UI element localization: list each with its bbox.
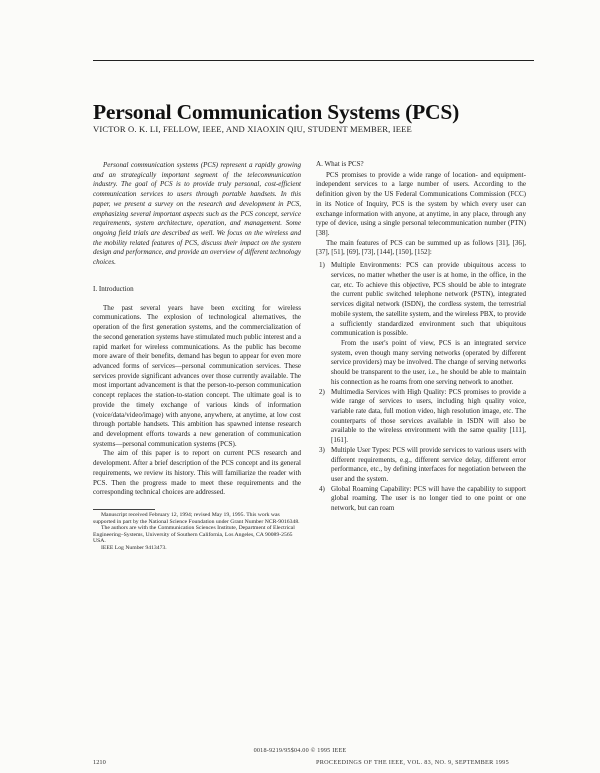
list-item-number: 2) xyxy=(319,387,325,396)
subsection-heading-what-is-pcs: A. What is PCS? xyxy=(316,160,364,168)
list-item-number: 4) xyxy=(319,484,325,493)
list-item xyxy=(316,261,526,387)
list-item-text: Multiple User Types: PCS will provide services to various users with different requirements, e.g., different service delay, different error performance, etc., by defining interfaces for negotiation between the user and the system. xyxy=(331,445,526,483)
intro-paragraph-1: The past several years have been exciting for wireless communications. The explosion of technological alternatives, the operation of the first generation systems, and the commercialization of the second generation systems have stimulated much public interest and a rapid market for wireless communications. As the public has become more aware of their benefits, demand has begun to appear for even more advanced forms of services—personal communication services. These services provide significant advances over those currently available. The most important advancement is that the person-to-person communication concept replaces the station-to-station concept. The ultimate goal is to provide the timely exchange of various kinds of information (voice/data/video/image) with anyone, anywhere, at anytime, at low cost through portable handsets. This ambition has spawned intense research and development efforts towards a new generation of communication systems—personal communication systems (PCS). xyxy=(93,303,301,448)
list-item xyxy=(316,485,526,514)
journal-footer: PROCEEDINGS OF THE IEEE, VOL. 83, NO. 9, SEPTEMBER 1995 xyxy=(316,759,509,766)
footnote-divider xyxy=(93,509,155,510)
page-number: 1210 xyxy=(93,759,106,766)
section-a-paragraph-1: PCS promises to provide a wide range of location- and equipment-independent services to a large number of users. According to the definition given by the US Federal Communications Commission (FCC) in its Notice of Inquiry, PCS is the system by which every user can exchange information with anyone, at anytime, in any place, through any type of device, using a single personal telecommunication number (PTN) [38]. xyxy=(316,170,526,238)
pcs-features-list xyxy=(316,261,526,514)
list-item-text: Multimedia Services with High Quality: PCS promises to provide a wide range of services to users, including high quality voice, variable rate data, full motion video, high resolution image, etc. The counterparts of those services available in ISDN will also be available to the wireless environment with the same quality [111], [161]. xyxy=(331,387,526,445)
top-rule xyxy=(93,60,534,61)
footnote-manuscript: Manuscript received February 12, 1994; revised May 19, 1995. This work was supported in part by the National Science Foundation under Grant Number NCR-9016348. xyxy=(93,512,300,525)
left-column xyxy=(93,161,301,551)
list-item-continuation: From the user's point of view, PCS is an integrated service system, even though many serving networks (operated by different service providers) may be involved. The change of serving networks should be transparent to the user, i.e., he should be able to maintain his connection as he roams from one serving network to another. xyxy=(331,338,526,386)
right-column xyxy=(316,160,526,514)
footnote-log-number: IEEE Log Number 9413473. xyxy=(101,544,167,551)
list-item xyxy=(316,446,526,485)
author-line: VICTOR O. K. LI, FELLOW, IEEE, AND XIAOXIN QIU, STUDENT MEMBER, IEEE xyxy=(93,124,412,134)
section-heading-introduction: I. Introduction xyxy=(93,284,134,293)
footnote-affiliation: The authors are with the Communication Sciences Institute, Department of Electrical Engineering–Systems, University of Southern California, Los Angeles, CA 90089-2565 USA. xyxy=(93,525,295,545)
list-item-text: Multiple Environments: PCS can provide ubiquitous access to services, no matter whether the user is at home, in the office, in the car, etc. To achieve this objective, PCS should be able to integrate the current public switched telephone network (PSTN), integrated services digital network (ISDN), the cordless system, the terrestrial mobile system, the satellite system, and the wireless PBX, to provide a sufficiently standardized environment such that ubiquitous communication is possible. xyxy=(331,261,526,338)
section-a-paragraph-2: The main features of PCS can be summed up as follows [31], [36], [37], [51], [69], [73], [144], [150], [152]: xyxy=(316,238,526,257)
list-item-text: Global Roaming Capability: PCS will have the capability to support global roaming. The user is no longer tied to one point or one network, but can roam xyxy=(331,484,526,513)
list-item xyxy=(316,388,526,446)
list-item-number: 3) xyxy=(319,445,325,454)
list-item-number: 1) xyxy=(319,261,325,270)
paper-title: Personal Communication Systems (PCS) xyxy=(93,100,460,125)
abstract: Personal communication systems (PCS) represent a rapidly growing and an strategically important segment of the telecommunication industry. The goal of PCS is to provide truly personal, cost-efficient communication services to users through portable handsets. In this paper, we present a survey on the research and development in PCS, emphasizing several important aspects such as the PCS concept, service requirements, system architecture, operation, and management. Some ongoing field trials are described as well. We focus on the wireless and the mobility related features of PCS, discuss their impact on the system design and performance, and provide an overview of different technology choices. xyxy=(93,161,301,267)
intro-paragraph-2: The aim of this paper is to report on current PCS research and development. After a brief description of the PCS concept and its general requirements, we review its history. This will familiarize the reader with PCS. Then the progress made to meet these requirements and the corresponding technical choices are addressed. xyxy=(93,449,301,497)
issn-copyright-line: 0018-9219/95$04.00 © 1995 IEEE xyxy=(253,747,347,754)
